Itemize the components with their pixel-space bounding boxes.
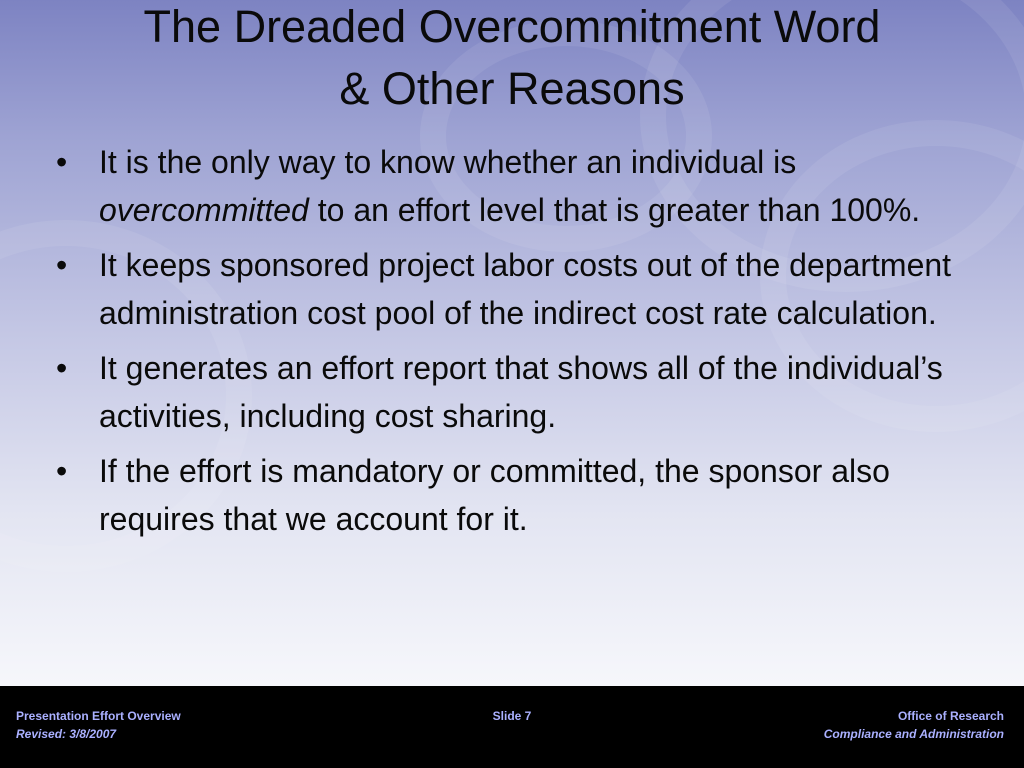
footer-revised-date: Revised: 3/8/2007 [16,727,117,741]
bullet-text: It keeps sponsored project labor costs out of the department administration cost pool of the indirect cost rate calculation. [99,247,952,331]
bullet-item [56,447,996,543]
footer-office-name: Office of Research [897,709,1004,723]
slide-title [0,0,1024,120]
bullet-emphasis: overcommitted [99,192,309,228]
footer-slide-number: Slide 7 [492,709,532,723]
bullet-marker: • [56,350,68,386]
bullet-text: to an effort level that is greater than 100%. [308,192,921,228]
bullet-item [56,138,996,234]
bullet-item [56,241,996,337]
footer-presentation-name: Presentation Effort Overview [16,709,181,723]
bullet-text: If the effort is mandatory or committed, the sponsor also requires that we account for it. [99,453,890,537]
bullet-marker: • [56,144,68,180]
footer-office-subtitle: Compliance and Administration [823,727,1004,741]
bullet-marker: • [56,247,68,283]
slide-footer [0,686,1024,768]
bullet-text: It is the only way to know whether an individual is [99,144,797,180]
bullet-text: It generates an effort report that shows all of the individual’s activities, including cost sharing. [99,350,943,434]
slide-title-line-2: & Other Reasons [339,63,685,114]
bullet-item [56,344,996,440]
footer-right [824,707,1004,743]
bullet-marker: • [56,453,68,489]
bullet-list [56,138,996,550]
slide-title-line-1: The Dreaded Overcommitment Word [143,1,881,52]
